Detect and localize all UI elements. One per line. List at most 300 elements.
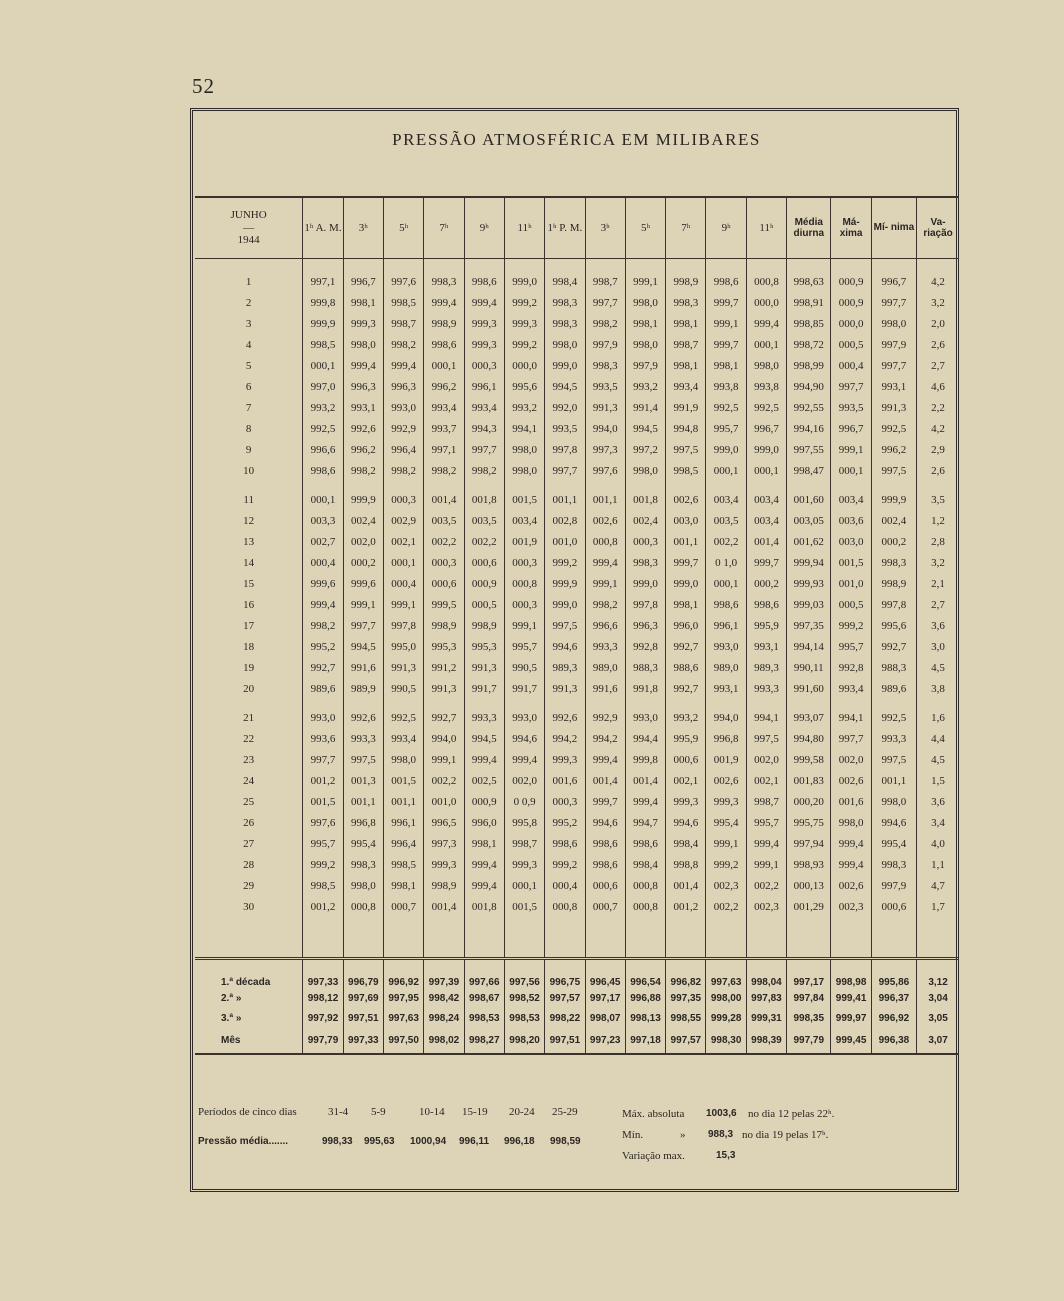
value-cell: 998,0 (625, 292, 665, 313)
hour-header: 5ʰ (383, 197, 423, 259)
summary-value: 996,38 (871, 1028, 916, 1054)
value-cell: 994,5 (343, 636, 383, 657)
summary-value: 996,92 (871, 1008, 916, 1028)
summary-value: 997,17 (585, 988, 625, 1008)
spacer-cell (831, 481, 871, 489)
value-cell: 998,6 (464, 271, 504, 292)
summary-label: 1.ª década (195, 959, 303, 989)
value-cell: 998,0 (504, 439, 544, 460)
value-cell: 996,4 (383, 833, 423, 854)
table-row (195, 418, 959, 439)
value-cell: 4,0 (917, 833, 959, 854)
summary-value: 996,75 (545, 959, 585, 989)
spacer-cell (504, 259, 544, 272)
value-cell: 998,0 (343, 334, 383, 355)
value-cell: 001,6 (545, 770, 585, 791)
value-cell: 997,5 (746, 728, 786, 749)
day-cell: 25 (243, 795, 255, 808)
value-cell: 997,55 (787, 439, 831, 460)
value-cell: 4,2 (917, 418, 959, 439)
hour-header: 9ʰ (464, 197, 504, 259)
value-cell: 000,3 (504, 594, 544, 615)
value-cell: 000,3 (545, 791, 585, 812)
spacer-cell (303, 699, 343, 707)
value-cell: 996,1 (464, 376, 504, 397)
spacer-cell (343, 259, 383, 272)
value-cell: 999,7 (706, 292, 746, 313)
value-cell: 994,1 (504, 418, 544, 439)
table-row (195, 749, 959, 770)
spacer-cell (195, 917, 303, 959)
period: 31-4 (328, 1106, 349, 1118)
value-cell: 994,6 (504, 728, 544, 749)
value-cell: 000,1 (746, 334, 786, 355)
hour-header: 7ʰ (424, 197, 464, 259)
value-cell: 002,4 (625, 510, 665, 531)
value-cell: 998,2 (383, 334, 423, 355)
value-cell: 999,9 (871, 489, 916, 510)
value-cell: 002,4 (871, 510, 916, 531)
value-cell: 991,3 (585, 397, 625, 418)
value-cell: 998,1 (464, 833, 504, 854)
value-cell: 992,5 (871, 418, 916, 439)
spacer-cell (746, 259, 786, 272)
table-row (195, 573, 959, 594)
period: 20-24 (509, 1106, 535, 1118)
value-cell: 998,1 (706, 355, 746, 376)
value-cell: 998,0 (383, 749, 423, 770)
value-cell: 999,4 (464, 875, 504, 896)
value-cell: 999,1 (343, 594, 383, 615)
value-cell: 996,2 (871, 439, 916, 460)
value-cell: 2,0 (917, 313, 959, 334)
value-cell: 995,7 (303, 833, 343, 854)
summary-label: 3.ª » (221, 1012, 242, 1024)
summary-row (195, 1008, 959, 1028)
value-cell: 993,3 (746, 678, 786, 699)
spacer-cell (424, 259, 464, 272)
value-cell: 991,3 (871, 397, 916, 418)
value-cell: 003,05 (787, 510, 831, 531)
value-cell: 999,4 (746, 833, 786, 854)
value-cell: 001,1 (343, 791, 383, 812)
value-cell: 996,7 (343, 271, 383, 292)
header-row (195, 197, 959, 259)
value-cell: 002,6 (831, 875, 871, 896)
summary-value: 997,17 (787, 959, 831, 989)
value-cell: 003,4 (706, 489, 746, 510)
spacer-cell (585, 699, 625, 707)
year-label: 1944 (237, 234, 260, 247)
value-cell: 000,2 (343, 552, 383, 573)
value-cell: 001,4 (585, 770, 625, 791)
spacer-cell (917, 917, 959, 959)
spacer-cell (383, 481, 423, 489)
value-cell: 994,90 (787, 376, 831, 397)
value-cell: 000,3 (464, 355, 504, 376)
periods-block (198, 1106, 618, 1166)
value-cell: 001,6 (831, 791, 871, 812)
value-cell: 993,2 (666, 707, 706, 728)
summary-value: 997,23 (585, 1028, 625, 1054)
value-cell: 998,72 (787, 334, 831, 355)
value-cell: 989,6 (303, 678, 343, 699)
spacer-cell (585, 481, 625, 489)
value-cell: 992,0 (545, 397, 585, 418)
value-cell: 003,4 (504, 510, 544, 531)
value-cell: 001,1 (383, 791, 423, 812)
period: 5-9 (371, 1106, 386, 1118)
value-cell: 002,2 (706, 896, 746, 917)
table-row (195, 397, 959, 418)
value-cell: 1,7 (917, 896, 959, 917)
value-cell: 992,8 (625, 636, 665, 657)
value-cell: 000,3 (504, 552, 544, 573)
value-cell: 997,7 (343, 615, 383, 636)
spacer-cell (666, 699, 706, 707)
value-cell: 993,4 (666, 376, 706, 397)
value-cell: 997,2 (625, 439, 665, 460)
day-cell: 11 (243, 493, 254, 506)
pressure-value: 995,63 (364, 1136, 395, 1147)
value-cell: 997,8 (383, 615, 423, 636)
summary-value: 997,69 (343, 988, 383, 1008)
summary-value: 997,33 (303, 959, 343, 989)
value-cell: 993,2 (303, 397, 343, 418)
value-cell: 999,1 (504, 615, 544, 636)
value-cell: 998,0 (831, 812, 871, 833)
pressure-label: Pressão média....... (198, 1136, 289, 1147)
value-cell: 998,47 (787, 460, 831, 481)
value-cell: 998,63 (787, 271, 831, 292)
value-cell: 002,9 (383, 510, 423, 531)
value-cell: 993,1 (706, 678, 746, 699)
value-cell: 997,7 (831, 728, 871, 749)
summary-value: 999,45 (831, 1028, 871, 1054)
value-cell: 000,8 (504, 573, 544, 594)
value-cell: 001,8 (464, 896, 504, 917)
spacer-cell (917, 481, 959, 489)
value-cell: 001,29 (787, 896, 831, 917)
value-cell: 000,8 (343, 896, 383, 917)
spacer-cell (195, 699, 303, 707)
value-cell: 994,14 (787, 636, 831, 657)
value-cell: 000,4 (303, 552, 343, 573)
value-cell: 998,6 (706, 271, 746, 292)
hour-header: 11ʰ (746, 197, 786, 259)
value-cell: 000,1 (706, 573, 746, 594)
value-cell: 991,4 (625, 397, 665, 418)
day-cell: 22 (243, 732, 255, 745)
value-cell: 2,2 (917, 397, 959, 418)
value-cell: 998,93 (787, 854, 831, 875)
value-cell: 998,6 (706, 594, 746, 615)
value-cell: 998,91 (787, 292, 831, 313)
value-cell: 996,7 (871, 271, 916, 292)
value-cell: 994,5 (545, 376, 585, 397)
value-cell: 999,4 (383, 355, 423, 376)
value-cell: 001,1 (585, 489, 625, 510)
value-cell: 993,1 (746, 636, 786, 657)
value-cell: 999,03 (787, 594, 831, 615)
value-cell: 997,7 (871, 292, 916, 313)
summary-value: 999,97 (831, 1008, 871, 1028)
value-cell: 000,6 (464, 552, 504, 573)
value-cell: 993,7 (424, 418, 464, 439)
summary-value: 998,98 (831, 959, 871, 989)
value-cell: 998,1 (666, 594, 706, 615)
page-number: 52 (192, 74, 215, 98)
value-cell: 001,5 (504, 896, 544, 917)
value-cell: 000,8 (585, 531, 625, 552)
value-cell: 998,3 (625, 552, 665, 573)
value-cell: 001,62 (787, 531, 831, 552)
spacer-cell (504, 917, 544, 959)
value-cell: 994,8 (666, 418, 706, 439)
summary-row (195, 988, 959, 1008)
value-cell: 991,3 (464, 657, 504, 678)
value-cell: 000,6 (585, 875, 625, 896)
value-cell: 001,83 (787, 770, 831, 791)
value-cell: 996,6 (585, 615, 625, 636)
value-cell: 002,6 (831, 770, 871, 791)
table-row (195, 510, 959, 531)
variacao-header: Va- riação (917, 197, 959, 259)
value-cell: 998,2 (383, 460, 423, 481)
pressure-value: 998,59 (550, 1136, 581, 1147)
table-row (195, 334, 959, 355)
value-cell: 996,3 (383, 376, 423, 397)
summary-value: 997,33 (343, 1028, 383, 1054)
value-cell: 002,8 (545, 510, 585, 531)
value-cell: 996,0 (464, 812, 504, 833)
spacer-cell (303, 917, 343, 959)
var-value: 15,3 (716, 1150, 736, 1161)
spacer-row (195, 917, 959, 959)
value-cell: 999,94 (787, 552, 831, 573)
value-cell: 996,7 (746, 418, 786, 439)
value-cell: 999,7 (746, 552, 786, 573)
value-cell: 003,4 (746, 510, 786, 531)
day-cell: 13 (243, 535, 255, 548)
value-cell: 002,3 (706, 875, 746, 896)
spacer-cell (195, 259, 303, 272)
page-title: PRESSÃO ATMOSFÉRICA EM MILIBARES (392, 130, 761, 149)
value-cell: 989,0 (706, 657, 746, 678)
value-cell: 001,4 (666, 875, 706, 896)
value-cell: 2,7 (917, 594, 959, 615)
summary-value: 998,04 (746, 959, 786, 989)
value-cell: 997,8 (545, 439, 585, 460)
pressure-value: 996,11 (459, 1136, 490, 1147)
value-cell: 997,3 (424, 833, 464, 854)
media-header: Média diurna (787, 197, 831, 259)
value-cell: 991,7 (504, 678, 544, 699)
hour-header: 3ʰ (585, 197, 625, 259)
value-cell: 994,80 (787, 728, 831, 749)
summary-value: 997,63 (706, 959, 746, 989)
spacer-cell (746, 481, 786, 489)
value-cell: 997,6 (303, 812, 343, 833)
value-cell: 000,7 (383, 896, 423, 917)
daily-rows (195, 259, 959, 959)
summary-value: 998,67 (464, 988, 504, 1008)
value-cell: 002,0 (831, 749, 871, 770)
value-cell: 998,7 (585, 271, 625, 292)
value-cell: 998,0 (871, 313, 916, 334)
value-cell: 4,5 (917, 657, 959, 678)
hour-header: 1ʰ A. M. (303, 197, 343, 259)
value-cell: 999,3 (545, 749, 585, 770)
value-cell: 1,1 (917, 854, 959, 875)
value-cell: 001,1 (666, 531, 706, 552)
spacer-cell (625, 699, 665, 707)
day-cell: 29 (243, 879, 255, 892)
value-cell: 001,9 (504, 531, 544, 552)
spacer-cell (871, 699, 916, 707)
hour-header: 3ʰ (343, 197, 383, 259)
value-cell: 990,11 (787, 657, 831, 678)
table-row (195, 636, 959, 657)
value-cell: 990,5 (504, 657, 544, 678)
summary-value: 996,79 (343, 959, 383, 989)
day-cell: 23 (243, 753, 255, 766)
value-cell: 996,8 (343, 812, 383, 833)
spacer-cell (787, 917, 831, 959)
value-cell: 995,75 (787, 812, 831, 833)
value-cell: 992,7 (871, 636, 916, 657)
value-cell: 994,0 (585, 418, 625, 439)
value-cell: 999,7 (706, 334, 746, 355)
value-cell: 993,1 (871, 376, 916, 397)
value-cell: 997,9 (625, 355, 665, 376)
summary-value: 3,05 (917, 1008, 959, 1028)
value-cell: 000,7 (585, 896, 625, 917)
value-cell: 992,6 (545, 707, 585, 728)
max-text: no dia 12 pelas 22ʰ. (748, 1108, 835, 1120)
hour-header: 7ʰ (666, 197, 706, 259)
value-cell: 4,7 (917, 875, 959, 896)
value-cell: 992,55 (787, 397, 831, 418)
value-cell: 996,6 (303, 439, 343, 460)
value-cell: 002,0 (746, 749, 786, 770)
value-cell: 998,3 (343, 854, 383, 875)
value-cell: 995,7 (706, 418, 746, 439)
spacer-cell (706, 259, 746, 272)
value-cell: 000,1 (746, 460, 786, 481)
value-cell: 995,9 (746, 615, 786, 636)
spacer-cell (871, 259, 916, 272)
summary-value: 998,30 (706, 1028, 746, 1054)
value-cell: 995,2 (545, 812, 585, 833)
value-cell: 998,3 (871, 854, 916, 875)
value-cell: 997,5 (545, 615, 585, 636)
value-cell: 997,8 (871, 594, 916, 615)
spacer-cell (831, 699, 871, 707)
summary-value: 995,86 (871, 959, 916, 989)
value-cell: 998,5 (666, 460, 706, 481)
day-cell: 4 (245, 338, 252, 351)
value-cell: 991,60 (787, 678, 831, 699)
value-cell: 998,5 (303, 334, 343, 355)
value-cell: 998,0 (746, 355, 786, 376)
value-cell: 999,6 (343, 573, 383, 594)
periods-label: Períodos de cinco dias (198, 1106, 297, 1118)
spacer-cell (343, 481, 383, 489)
value-cell: 001,5 (383, 770, 423, 791)
spacer-cell (383, 259, 423, 272)
summary-value: 997,79 (787, 1028, 831, 1054)
value-cell: 992,7 (666, 678, 706, 699)
summary-value: 997,63 (383, 1008, 423, 1028)
day-cell: 26 (243, 816, 255, 829)
value-cell: 998,4 (545, 271, 585, 292)
period: 25-29 (552, 1106, 578, 1118)
summary-value: 999,41 (831, 988, 871, 1008)
value-cell: 999,3 (504, 313, 544, 334)
spacer-cell (545, 917, 585, 959)
value-cell: 994,6 (585, 812, 625, 833)
summary-value: 998,39 (746, 1028, 786, 1054)
value-cell: 993,1 (343, 397, 383, 418)
summary-value: 998,42 (424, 988, 464, 1008)
value-cell: 994,0 (424, 728, 464, 749)
value-cell: 992,5 (383, 707, 423, 728)
summary-rows (195, 959, 959, 1055)
value-cell: 3,6 (917, 615, 959, 636)
value-cell: 3,4 (917, 812, 959, 833)
summary-value: 996,45 (585, 959, 625, 989)
summary-value: 996,88 (625, 988, 665, 1008)
value-cell: 000,0 (746, 292, 786, 313)
value-cell: 997,7 (871, 355, 916, 376)
summary-value: 996,92 (383, 959, 423, 989)
summary-value: 997,51 (545, 1028, 585, 1054)
value-cell: 002,2 (424, 770, 464, 791)
value-cell: 001,4 (424, 489, 464, 510)
summary-value: 3,07 (917, 1028, 959, 1054)
value-cell: 995,4 (343, 833, 383, 854)
value-cell: 999,3 (464, 313, 504, 334)
spacer-cell (504, 699, 544, 707)
summary-value: 998,20 (504, 1028, 544, 1054)
value-cell: 001,5 (303, 791, 343, 812)
spacer-cell (383, 917, 423, 959)
value-cell: 996,2 (424, 376, 464, 397)
value-cell: 000,4 (545, 875, 585, 896)
value-cell: 999,0 (625, 573, 665, 594)
table-row (195, 489, 959, 510)
spacer-cell (585, 259, 625, 272)
month-label: JUNHO (230, 209, 267, 222)
day-cell: 1 (245, 275, 252, 288)
value-cell: 998,3 (424, 271, 464, 292)
periods-row (198, 1106, 618, 1136)
value-cell: 002,3 (746, 896, 786, 917)
value-cell: 003,6 (831, 510, 871, 531)
value-cell: 999,5 (424, 594, 464, 615)
value-cell: 998,9 (666, 271, 706, 292)
spacer-cell (666, 481, 706, 489)
day-cell: 5 (245, 359, 252, 372)
hour-header: 1ʰ P. M. (545, 197, 585, 259)
summary-value: 996,54 (625, 959, 665, 989)
value-cell: 996,1 (383, 812, 423, 833)
value-cell: 3,8 (917, 678, 959, 699)
value-cell: 999,2 (504, 292, 544, 313)
value-cell: 002,2 (746, 875, 786, 896)
value-cell: 998,1 (666, 355, 706, 376)
